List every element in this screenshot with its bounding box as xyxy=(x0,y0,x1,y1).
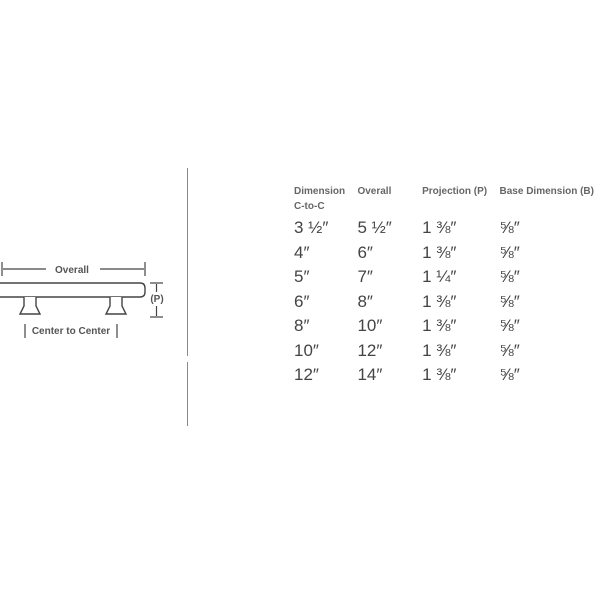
cell-c-to-c: 8″ xyxy=(294,316,310,335)
vertical-divider-top xyxy=(187,168,188,356)
table-row xyxy=(294,363,594,388)
table-row xyxy=(294,314,594,339)
projection-label: (P) xyxy=(150,294,164,305)
cell-c-to-c: 3 ½″ xyxy=(294,218,329,237)
table-header-row xyxy=(294,184,594,216)
table-row xyxy=(294,339,594,364)
cell-overall: 5 ½″ xyxy=(357,218,392,237)
cell-base: ⅝″ xyxy=(499,218,520,237)
vertical-divider-bottom xyxy=(187,362,188,426)
cell-c-to-c: 6″ xyxy=(294,291,310,311)
cell-base: ⅝″ xyxy=(499,242,520,262)
cell-projection: 1 ⅜″ xyxy=(422,340,457,360)
cell-c-to-c: 12″ xyxy=(294,365,319,384)
dimension-table xyxy=(294,184,594,388)
cell-c-to-c: 4″ xyxy=(294,242,310,262)
cell-overall: 6″ xyxy=(357,242,373,262)
header-dimension-line1: Dimension xyxy=(294,186,346,197)
handle-shape xyxy=(0,283,145,314)
cell-projection: 1 ⅜″ xyxy=(422,218,457,237)
table-row xyxy=(294,216,594,241)
cell-base: ⅝″ xyxy=(499,267,520,286)
header-projection: Projection (P) xyxy=(422,186,488,197)
cell-projection: 1 ⅜″ xyxy=(422,242,457,262)
overall-label: Overall xyxy=(55,265,89,276)
cell-projection: 1 ¼″ xyxy=(422,267,457,286)
cell-overall: 14″ xyxy=(357,365,383,384)
cell-c-to-c: 10″ xyxy=(294,340,319,360)
header-base-dimension: Base Dimension (B) xyxy=(499,186,594,197)
cell-overall: 12″ xyxy=(357,340,383,360)
cell-projection: 1 ⅜″ xyxy=(422,365,457,384)
table-row xyxy=(294,290,594,315)
cell-overall: 7″ xyxy=(357,267,373,286)
header-dimension xyxy=(294,184,357,216)
table-row xyxy=(294,241,594,266)
table-row xyxy=(294,265,594,290)
cell-base: ⅝″ xyxy=(499,340,520,360)
cell-base: ⅝″ xyxy=(499,316,520,335)
cell-base: ⅝″ xyxy=(499,365,520,384)
cell-base: ⅝″ xyxy=(499,291,520,311)
header-dimension-line2: C-to-C xyxy=(294,201,325,212)
cell-overall: 10″ xyxy=(357,316,383,335)
header-overall: Overall xyxy=(357,186,392,197)
cell-overall: 8″ xyxy=(357,291,373,311)
cell-c-to-c: 5″ xyxy=(294,267,310,286)
center-label: Center to Center xyxy=(31,326,111,337)
cell-projection: 1 ⅜″ xyxy=(422,291,457,311)
cell-projection: 1 ⅜″ xyxy=(422,316,457,335)
